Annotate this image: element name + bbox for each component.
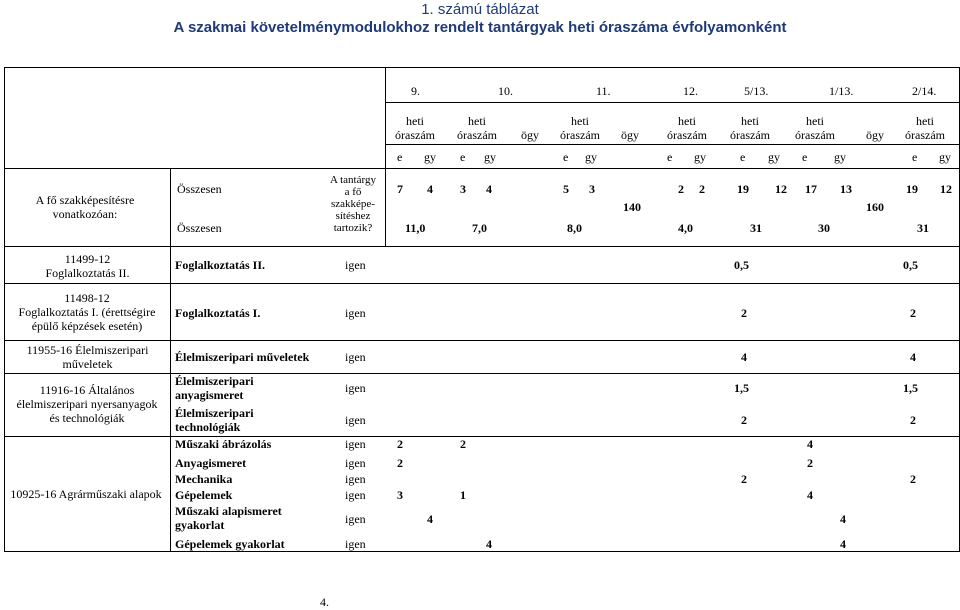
total-combined: 7,0 bbox=[472, 221, 487, 235]
hours-value: 0,5 bbox=[734, 258, 749, 272]
belongs-flag: igen bbox=[345, 512, 366, 526]
subject-name: Élelmiszeripari műveletek bbox=[175, 350, 310, 364]
hours-value: 2 bbox=[397, 437, 403, 451]
grid-line bbox=[4, 67, 5, 552]
year-5-13: 5/13. bbox=[744, 84, 769, 98]
hours-value: 4 bbox=[427, 512, 433, 526]
hours-value: 2 bbox=[741, 413, 747, 427]
belongs-flag: igen bbox=[345, 437, 366, 451]
total-combined: 8,0 bbox=[567, 221, 582, 235]
gy-label: gy bbox=[585, 150, 597, 164]
hours-value: 4 bbox=[486, 537, 492, 551]
heti-label: heti óraszám bbox=[667, 114, 707, 142]
gy-label: gy bbox=[768, 150, 780, 164]
total-value: 17 bbox=[805, 182, 817, 196]
page-number: 4. bbox=[320, 595, 329, 609]
ogy-total: 160 bbox=[866, 200, 884, 214]
total-value: 2 bbox=[678, 182, 684, 196]
ogy-label: ögy bbox=[621, 128, 639, 142]
module-11499-12: 11499-12 Foglalkoztatás II. bbox=[45, 252, 130, 280]
year-12: 12. bbox=[683, 84, 698, 98]
hours-value: 4 bbox=[807, 488, 813, 502]
grid-line bbox=[385, 102, 960, 103]
total-value: 2 bbox=[699, 182, 705, 196]
hours-value: 2 bbox=[910, 306, 916, 320]
hours-value: 1 bbox=[460, 488, 466, 502]
total-combined: 4,0 bbox=[678, 221, 693, 235]
total-combined: 30 bbox=[818, 221, 830, 235]
module-11916-16: 11916-16 Általános élelmiszeripari nyersanyagok és technológiák bbox=[16, 383, 158, 425]
heti-label: heti óraszám bbox=[395, 114, 435, 142]
total-value: 19 bbox=[737, 182, 749, 196]
hours-value: 4 bbox=[840, 537, 846, 551]
grid-line bbox=[385, 144, 960, 145]
e-label: e bbox=[667, 150, 673, 164]
subject-name: Műszaki alapismeret gyakorlat bbox=[175, 504, 282, 532]
belongs-flag: igen bbox=[345, 381, 366, 395]
hours-value: 4 bbox=[807, 437, 813, 451]
module-11498-12: 11498-12 Foglalkoztatás I. (érettségire épülő képzések esetén) bbox=[18, 291, 156, 333]
gy-label: gy bbox=[484, 150, 496, 164]
belongs-flag: igen bbox=[345, 472, 366, 486]
subject-name: Élelmiszeripari technológiák bbox=[175, 406, 254, 434]
grid-line bbox=[4, 340, 960, 341]
belongs-flag: igen bbox=[345, 350, 366, 364]
table-title: A szakmai követelménymodulokhoz rendelt tantárgyak heti óraszáma évfolyamonként bbox=[173, 19, 787, 36]
total-value: 7 bbox=[397, 182, 403, 196]
grid-line bbox=[4, 436, 960, 437]
year-2-14: 2/14. bbox=[912, 84, 937, 98]
e-label: e bbox=[802, 150, 808, 164]
total-combined: 11,0 bbox=[405, 221, 426, 235]
year-11: 11. bbox=[596, 84, 611, 98]
table-caption: 1. számú táblázat bbox=[421, 1, 539, 18]
total-value: 12 bbox=[940, 182, 952, 196]
hours-value: 1,5 bbox=[734, 381, 749, 395]
belongs-flag: igen bbox=[345, 413, 366, 427]
total-value: 12 bbox=[775, 182, 787, 196]
hours-value: 0,5 bbox=[903, 258, 918, 272]
total-value: 4 bbox=[427, 182, 433, 196]
total-label: Összesen bbox=[177, 182, 222, 196]
module-11955-16: 11955-16 Élelmiszeripari műveletek bbox=[26, 343, 149, 371]
subject-name: Műszaki ábrázolás bbox=[175, 437, 272, 451]
total-value: 13 bbox=[840, 182, 852, 196]
hours-value: 4 bbox=[840, 512, 846, 526]
belongs-flag: igen bbox=[345, 537, 366, 551]
heti-label: heti óraszám bbox=[905, 114, 945, 142]
grid-line bbox=[4, 551, 960, 552]
gy-label: gy bbox=[694, 150, 706, 164]
ogy-label: ögy bbox=[866, 128, 884, 142]
hours-value: 2 bbox=[807, 456, 813, 470]
e-label: e bbox=[397, 150, 403, 164]
e-label: e bbox=[563, 150, 569, 164]
main-qualification-label: A fő szakképesítésre vonatkozóan: bbox=[35, 193, 135, 221]
heti-label: heti óraszám bbox=[457, 114, 497, 142]
e-label: e bbox=[460, 150, 466, 164]
ogy-label: ögy bbox=[521, 128, 539, 142]
ogy-total: 140 bbox=[623, 200, 641, 214]
hours-value: 2 bbox=[397, 456, 403, 470]
total-value: 3 bbox=[589, 182, 595, 196]
subject-name: Élelmiszeripari anyagismeret bbox=[175, 374, 254, 402]
hours-value: 2 bbox=[910, 413, 916, 427]
year-1-13: 1/13. bbox=[829, 84, 854, 98]
hours-value: 2 bbox=[741, 472, 747, 486]
belongs-flag: igen bbox=[345, 258, 366, 272]
subject-name: Anyagismeret bbox=[175, 456, 247, 470]
heti-label: heti óraszám bbox=[795, 114, 835, 142]
gy-label: gy bbox=[834, 150, 846, 164]
hours-value: 4 bbox=[741, 350, 747, 364]
belongs-flag: igen bbox=[345, 488, 366, 502]
belongs-flag: igen bbox=[345, 306, 366, 320]
hours-value: 2 bbox=[910, 472, 916, 486]
total-value: 4 bbox=[486, 182, 492, 196]
total-label: Összesen bbox=[177, 221, 222, 235]
heti-label: heti óraszám bbox=[560, 114, 600, 142]
total-value: 5 bbox=[563, 182, 569, 196]
subject-name: Foglalkoztatás II. bbox=[175, 258, 265, 272]
hours-value: 3 bbox=[397, 488, 403, 502]
subject-name: Gépelemek gyakorlat bbox=[175, 537, 285, 551]
belongs-to-qualification-header: A tantárgy a fő szakképe- sítéshez tartozik? bbox=[330, 174, 376, 234]
e-label: e bbox=[912, 150, 918, 164]
subject-name: Gépelemek bbox=[175, 488, 233, 502]
heti-label: heti óraszám bbox=[730, 114, 770, 142]
belongs-flag: igen bbox=[345, 456, 366, 470]
module-10925-16: 10925-16 Agrárműszaki alapok bbox=[10, 487, 162, 501]
subject-name: Foglalkoztatás I. bbox=[175, 306, 261, 320]
year-10: 10. bbox=[498, 84, 513, 98]
total-value: 3 bbox=[460, 182, 466, 196]
subject-name: Mechanika bbox=[175, 472, 233, 486]
e-label: e bbox=[740, 150, 746, 164]
grid-line bbox=[4, 283, 960, 284]
grid-line bbox=[4, 67, 960, 68]
hours-value: 2 bbox=[741, 306, 747, 320]
hours-value: 1,5 bbox=[903, 381, 918, 395]
gy-label: gy bbox=[424, 150, 436, 164]
total-combined: 31 bbox=[917, 221, 929, 235]
hours-value: 4 bbox=[910, 350, 916, 364]
total-combined: 31 bbox=[750, 221, 762, 235]
gy-label: gy bbox=[939, 150, 951, 164]
total-value: 19 bbox=[906, 182, 918, 196]
grid-line bbox=[4, 246, 960, 247]
grid-line bbox=[4, 373, 960, 374]
grid-line bbox=[4, 168, 960, 169]
hours-value: 2 bbox=[460, 437, 466, 451]
year-9: 9. bbox=[411, 84, 420, 98]
